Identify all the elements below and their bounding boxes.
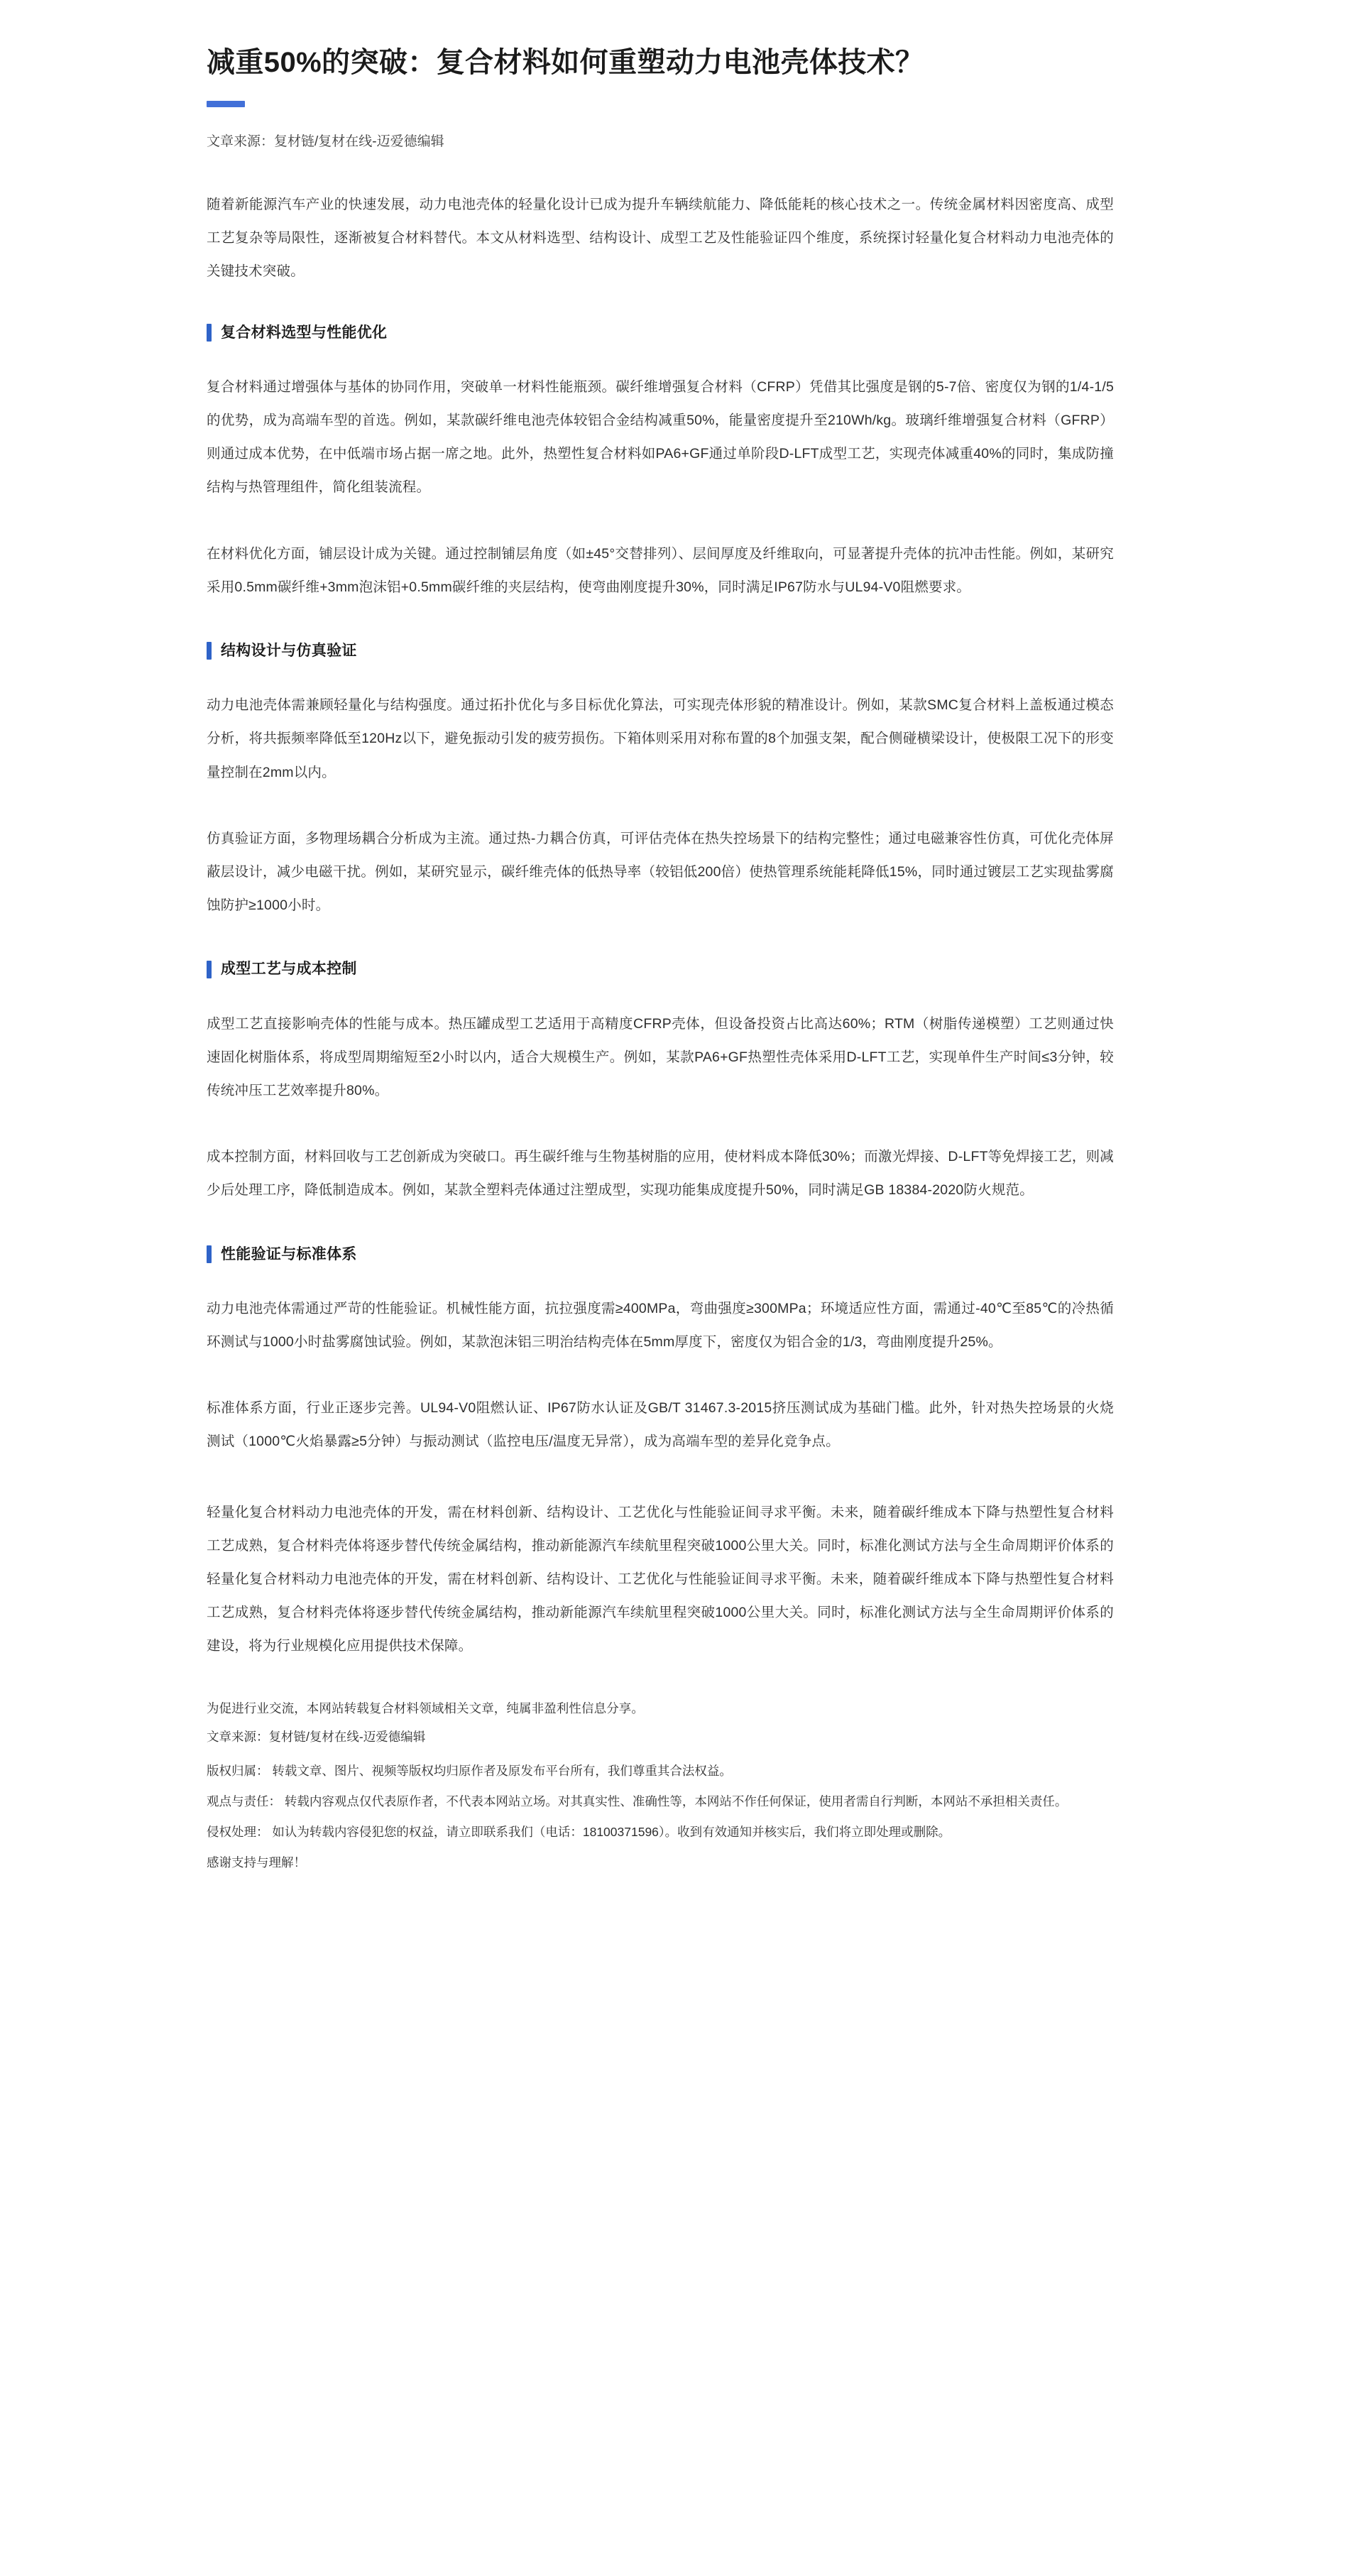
page-title: 减重50%的突破：复合材料如何重塑动力电池壳体技术？ (207, 47, 924, 78)
section-1-paragraph-1: 复合材料通过增强体与基体的协同作用，突破单一材料性能瓶颈。碳纤维增强复合材料（CFRP）凭借其比强度是钢的5-7倍、密度仅为钢的1/4-1/5的优势，成为高端车型的首选。例如，某款碳纤维电池壳体较铝合金结构减重50%，能量密度提升至210Wh/kg。玻璃纤维增强复合材料（GFRP）则通过成本优势，在中低端市场占据一席之地。此外，热塑性复合材料如PA6+GF通过单阶段D-LFT成型工艺，实现壳体减重40%的同时，集成防撞结构与热管理组件，简化组装流程。 (207, 378, 1114, 496)
section-title-1: 复合材料选型与性能优化 (221, 324, 388, 341)
footer-thanks: 感谢支持与理解！ (207, 1855, 306, 1870)
intro-paragraph: 随着新能源汽车产业的快速发展，动力电池壳体的轻量化设计已成为提升车辆续航能力、降低能耗的核心技术之一。传统金属材料因密度高、成型工艺复杂等局限性，逐渐被复合材料替代。本文从材料选型、结构设计、成型工艺及性能验证四个维度，系统探讨轻量化复合材料动力电池壳体的关键技术突破。 (207, 196, 1114, 280)
section-heading-3 (207, 959, 1136, 978)
section-heading-1 (207, 323, 1136, 342)
section-title-2: 结构设计与仿真验证 (221, 642, 357, 659)
section-performance-standards (185, 1245, 1136, 1459)
conclusion-paragraph: 轻量化复合材料动力电池壳体的开发，需在材料创新、结构设计、工艺优化与性能验证间寻求平衡。未来，随着碳纤维成本下降与热塑性复合材料工艺成熟，复合材料壳体将逐步替代传统金属结构，推动新能源汽车续航里程突破1000公里大关。同时，标准化测试方法与全生命周期评价体系的轻量化复合材料动力电池壳体的开发，需在材料创新、结构设计、工艺优化与性能验证间寻求平衡。未来，随着碳纤维成本下降与热塑性复合材料工艺成熟，复合材料壳体将逐步替代传统金属结构，推动新能源汽车续航里程突破1000公里大关。同时，标准化测试方法与全生命周期评价体系的建设，将为行业规模化应用提供技术保障。 (207, 1504, 1114, 1654)
footer-item-responsibility: 观点与责任： 转载内容观点仅代表原作者，不代表本网站立场。对其真实性、准确性等，本网站不作任何保证，使用者需自行判断，本网站不承担相关责任。 (207, 1794, 1068, 1808)
section-bar-icon (207, 1245, 212, 1263)
section-2-paragraph-1: 动力电池壳体需兼顾轻量化与结构强度。通过拓扑优化与多目标优化算法，可实现壳体形貌的精准设计。例如，某款SMC复合材料上盖板通过模态分析，将共振频率降低至120Hz以下，避免振动引发的疲劳损伤。下箱体则采用对称布置的8个加强支架，配合侧碰横梁设计，使极限工况下的形变量控制在2mm以内。 (207, 697, 1114, 780)
section-1-paragraph-2: 在材料优化方面，铺层设计成为关键。通过控制铺层角度（如±45°交替排列）、层间厚度及纤维取向，可显著提升壳体的抗冲击性能。例如，某研究采用0.5mm碳纤维+3mm泡沫铝+0.5mm碳纤维的夹层结构，使弯曲刚度提升30%，同时满足IP67防水与UL94-V0阻燃要求。 (207, 545, 1114, 595)
intro-block (185, 188, 1136, 289)
section-heading-4 (207, 1245, 1136, 1264)
section-structural-design (185, 641, 1136, 922)
article-source: 文章来源：复材链/复材在线-迈爱德编辑 (207, 133, 444, 149)
section-molding-process (185, 959, 1136, 1207)
section-4-paragraph-2: 标准体系方面，行业正逐步完善。UL94-V0阻燃认证、IP67防水认证及GB/T 31467.3-2015挤压测试成为基础门槛。此外，针对热失控场景的火烧测试（1000℃火焰暴露≥5分钟）与振动测试（监控电压/温度无异常），成为高端车型的差异化竞争点。 (207, 1400, 1114, 1450)
section-bar-icon (207, 961, 212, 978)
section-bar-icon (207, 324, 212, 342)
section-bar-icon (207, 642, 212, 660)
footer-source: 文章来源：复材链/复材在线-迈爱德编辑 (207, 1729, 426, 1744)
footer-note: 为促进行业交流，本网站转载复合材料领域相关文章，纯属非盈利性信息分享。 (207, 1701, 644, 1715)
footer-item-infringement: 侵权处理： 如认为转载内容侵犯您的权益，请立即联系我们（电话：18100371596）。收到有效通知并核实后，我们将立即处理或删除。 (207, 1824, 951, 1839)
article-container (185, 0, 1136, 1903)
section-2-paragraph-2: 仿真验证方面，多物理场耦合分析成为主流。通过热-力耦合仿真，可评估壳体在热失控场景下的结构完整性；通过电磁兼容性仿真，可优化壳体屏蔽层设计，减少电磁干扰。例如，某研究显示，碳纤维壳体的低热导率（较铝低200倍）使热管理系统能耗降低15%，同时通过镀层工艺实现盐雾腐蚀防护≥1000小时。 (207, 830, 1114, 914)
section-material-selection (185, 323, 1136, 604)
section-3-paragraph-1: 成型工艺直接影响壳体的性能与成本。热压罐成型工艺适用于高精度CFRP壳体，但设备投资占比高达60%；RTM（树脂传递模塑）工艺则通过快速固化树脂体系，将成型周期缩短至2小时以内，适合大规模生产。例如，某款PA6+GF热塑性壳体采用D-LFT工艺，实现单件生产时间≤3分钟，较传统冲压工艺效率提升80%。 (207, 1015, 1114, 1099)
title-accent-rule (207, 101, 245, 107)
section-4-paragraph-1: 动力电池壳体需通过严苛的性能验证。机械性能方面，抗拉强度需≥400MPa，弯曲强度≥300MPa；环境适应性方面，需通过-40℃至85℃的冷热循环测试与1000小时盐雾腐蚀试验。例如，某款泡沫铝三明治结构壳体在5mm厚度下，密度仅为铝合金的1/3，弯曲刚度提升25%。 (207, 1300, 1114, 1350)
footer-item-copyright: 版权归属： 转载文章、图片、视频等版权均归原作者及原发布平台所有，我们尊重其合法权益。 (207, 1763, 732, 1778)
section-heading-2 (207, 641, 1136, 660)
section-3-paragraph-2: 成本控制方面，材料回收与工艺创新成为突破口。再生碳纤维与生物基树脂的应用，使材料成本降低30%；而激光焊接、D-LFT等免焊接工艺，则减少后处理工序，降低制造成本。例如，某款全塑料壳体通过注塑成型，实现功能集成度提升50%，同时满足GB 18384-2020防火规范。 (207, 1149, 1114, 1199)
footer-disclaimer (207, 1696, 1114, 1874)
section-title-4: 性能验证与标准体系 (221, 1245, 357, 1262)
section-title-3: 成型工艺与成本控制 (221, 961, 357, 978)
